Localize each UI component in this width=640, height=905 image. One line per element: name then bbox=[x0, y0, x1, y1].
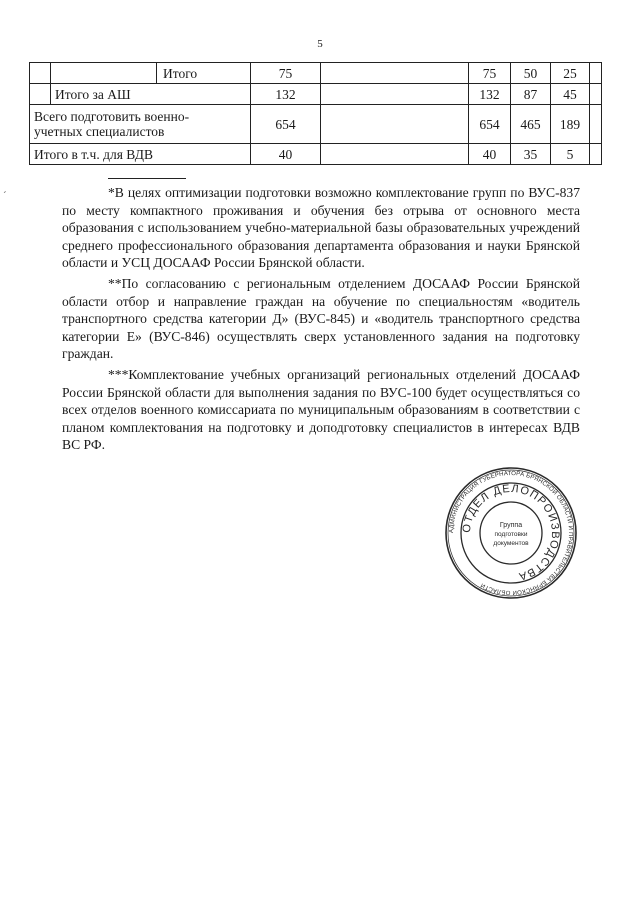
stray-mark: ´ bbox=[3, 190, 7, 202]
stamp-seal-icon bbox=[444, 466, 578, 600]
table-cell bbox=[321, 63, 469, 84]
table-cell: 654 bbox=[469, 105, 511, 144]
table-cell: 5 bbox=[551, 144, 590, 165]
row-label-line: Всего подготовить военно- bbox=[34, 109, 190, 124]
row-label-line: учетных специалистов bbox=[34, 124, 165, 139]
table-cell: 132 bbox=[469, 84, 511, 105]
table-row bbox=[30, 84, 602, 105]
row-label: Итого bbox=[157, 63, 251, 84]
table-cell bbox=[51, 63, 157, 84]
office-stamp bbox=[444, 466, 578, 600]
table-cell: 189 bbox=[551, 105, 590, 144]
footnote-3: ***Комплектование учебных организаций региональных отделений ДОСААФ России Брянской области для выполнения задания по ВУС-100 будет осуществляться со всех отделов военного комиссариата по муниципальным образованиям в соответствии с планом комплектования на подготовку и доподготовку специалистов в интересах ВДВ ВС РФ. bbox=[62, 366, 580, 453]
table-cell bbox=[30, 63, 51, 84]
stamp-outer-text: АДМИНИСТРАЦИЯ ГУБЕРНАТОРА БРЯНСКОЙ ОБЛАСТИ И ПРАВИТЕЛЬСТВА БРЯНСКОЙ ОБЛАСТИ bbox=[448, 470, 574, 596]
table-cell-total: 75 bbox=[251, 63, 321, 84]
table-cell bbox=[30, 84, 51, 105]
footnote-1: *В целях оптимизации подготовки возможно комплектование групп по ВУС-837 по месту компактного проживания и обучения без отрыва от основного места образования с использованием учебно-материальной базы образовательных учреждений среднего профессионального образования департамента образования и науки Брянской области и УСЦ ДОСААФ России Брянской области. bbox=[62, 185, 580, 271]
table-cell bbox=[590, 105, 602, 144]
table-cell bbox=[321, 84, 469, 105]
table-cell bbox=[590, 63, 602, 84]
table-cell: 75 bbox=[469, 63, 511, 84]
table-cell bbox=[590, 84, 602, 105]
table-cell: 25 bbox=[551, 63, 590, 84]
stamp-ring-text: ОТДЕЛ ДЕЛОПРОИЗВОДСТВА bbox=[460, 482, 562, 583]
table-cell-total: 132 bbox=[251, 84, 321, 105]
table-row bbox=[30, 105, 602, 144]
table-cell: 40 bbox=[469, 144, 511, 165]
table-cell-total: 654 bbox=[251, 105, 321, 144]
table-cell: 35 bbox=[511, 144, 551, 165]
table-cell bbox=[321, 105, 469, 144]
table-cell bbox=[590, 144, 602, 165]
summary-table bbox=[29, 62, 602, 165]
row-label: Итого в т.ч. для ВДВ bbox=[30, 144, 251, 165]
table-cell: 87 bbox=[511, 84, 551, 105]
footnote-divider bbox=[108, 178, 186, 179]
table-row bbox=[30, 144, 602, 165]
stamp-center-line: документов bbox=[493, 540, 529, 547]
footnote-2: **По согласованию с региональным отделением ДОСААФ России Брянской области отбор и направление граждан на обучение по специальностям «водитель транспортного средства категории Д» (ВУС-845) и «водитель транспортного средства категории Е» (ВУС-846) осуществлять сверх установленного задания на подготовку граждан. bbox=[62, 275, 580, 362]
table-cell: 45 bbox=[551, 84, 590, 105]
table-cell-total: 40 bbox=[251, 144, 321, 165]
page-number: 5 bbox=[317, 38, 323, 50]
row-label bbox=[30, 105, 251, 144]
stamp-center-line: подготовки bbox=[494, 531, 528, 538]
row-label: Итого за АШ bbox=[51, 84, 251, 105]
footnotes bbox=[62, 184, 580, 457]
table-row bbox=[30, 63, 602, 84]
table-cell: 50 bbox=[511, 63, 551, 84]
stamp-center-line: Группа bbox=[499, 522, 523, 529]
table-cell: 465 bbox=[511, 105, 551, 144]
table-cell bbox=[321, 144, 469, 165]
